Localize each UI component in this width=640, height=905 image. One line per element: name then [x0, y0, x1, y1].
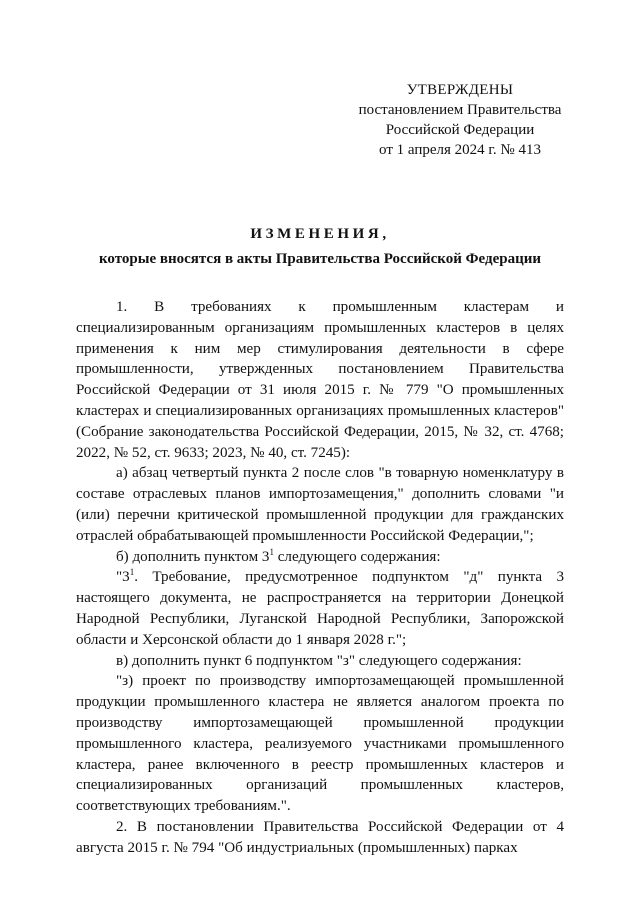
- paragraph-1b-text-end: следующего содержания:: [273, 548, 441, 565]
- paragraph-2: 2. В постановлении Правительства Российской Федерации от 4 августа 2015 г. № 794 "Об индустриальных (промышленных) парках: [76, 818, 564, 856]
- approval-line-country: Российской Федерации: [385, 122, 535, 138]
- document-body: [76, 297, 564, 859]
- paragraph-z-text: "з) проект по производству импортозамещающей промышленной продукции промышленного кластера не является аналогом проекта по производству импортозамещающей промышленной продукции промышленного кластера, реализуемого участниками промышленного кластера, ранее включенного в реестр промышленных кластеров и специализированных организаций промышленных кластеров, соответствующих требованиям.".: [76, 673, 564, 815]
- approval-line-resolution: постановлением Правительства: [358, 102, 562, 118]
- approval-line-date-number: от 1 апреля 2024 г. № 413: [379, 142, 541, 158]
- paragraph-3-1-start: "3: [116, 569, 130, 586]
- approval-heading: УТВЕРЖДЕНЫ: [406, 82, 514, 98]
- document-title: ИЗМЕНЕНИЯ,: [250, 226, 390, 242]
- approval-block: [336, 80, 584, 160]
- superscript-number: 1: [129, 567, 135, 578]
- paragraph-3-1-rest: . Требование, предусмотренное подпунктом "д" пункта 3 настоящего документа, не распространяется на территории Донецкой Народной Республики, Луганской Народной Республики, Запорожской области и Херсонской области до 1 января 2028 г.";: [76, 569, 564, 648]
- superscript-number: 1: [269, 546, 274, 557]
- paragraph-1b-text: б) дополнить пунктом 3: [116, 548, 270, 565]
- document-subtitle: которые вносятся в акты Правительства Российской Федерации: [98, 251, 542, 267]
- paragraph-1a: а) абзац четвертый пункта 2 после слов "в товарную номенклатуру в составе отраслевых планов импортозамещения," дополнить словами "и (или) перечни критической промышленной продукции для гражданских отраслей обрабатывающей промышленности Российской Федерации,";: [76, 465, 564, 544]
- paragraph-1: 1. В требованиях к промышленным кластерам и специализированным организациям промышленных кластеров в целях применения к ним мер стимулирования деятельности в сфере промышленности, утвержденных постановлением Правительства Российской Федерации от 31 июля 2015 г. № 779 "О промышленных кластерах и специализированных организациях промышленных кластеров" (Собрание законодательства Российской Федерации, 2015, № 32, ст. 4768; 2022, № 52, ст. 9633; 2023, № 40, ст. 7245):: [76, 299, 564, 461]
- paragraph-1b: [76, 547, 564, 568]
- paragraph-3-1-text: [76, 567, 564, 650]
- paragraph-1c: в) дополнить пункт 6 подпунктом "з" следующего содержания:: [116, 652, 522, 669]
